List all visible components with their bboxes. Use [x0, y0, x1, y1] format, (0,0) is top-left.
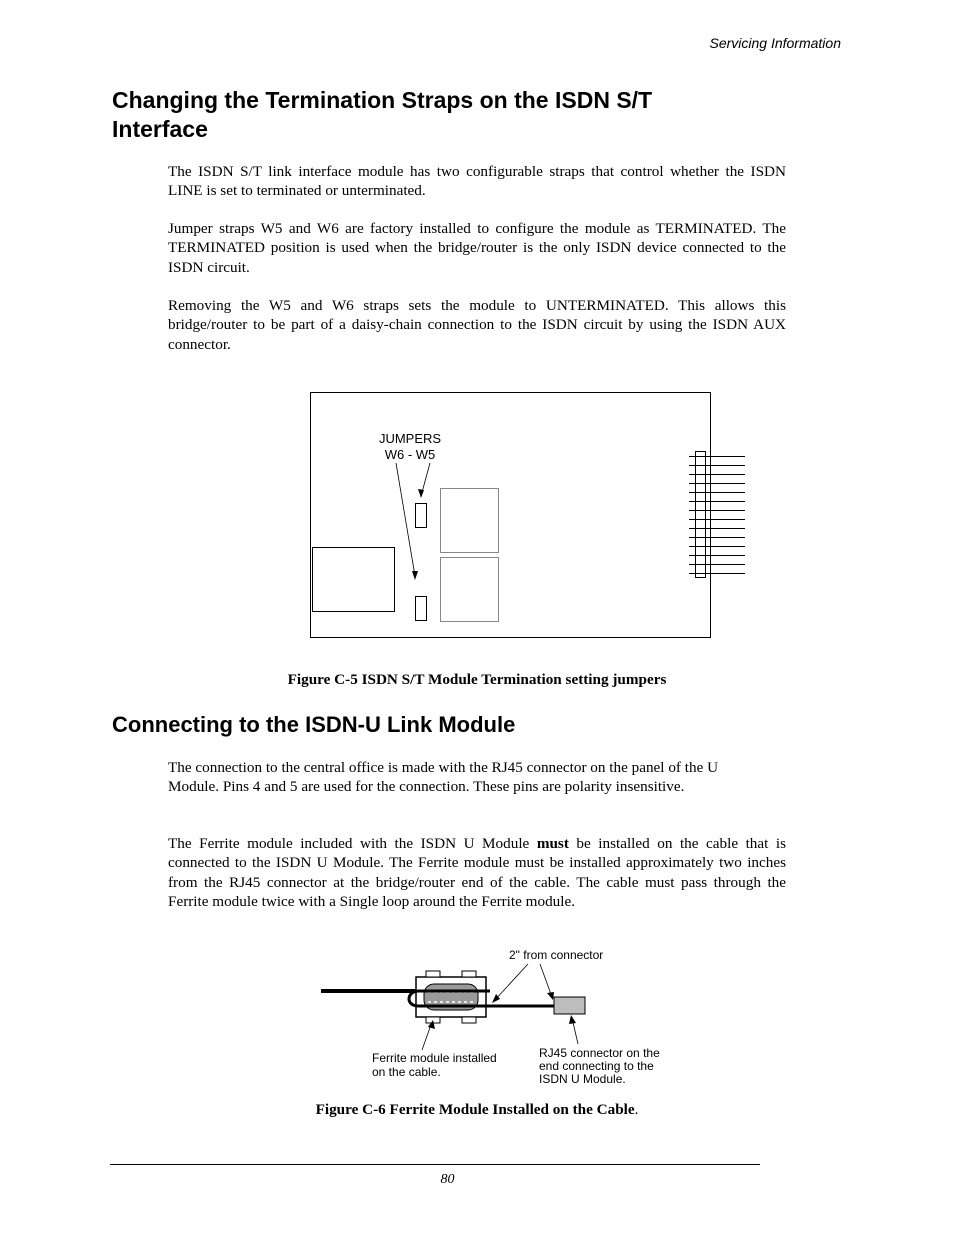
ferrite-module: [416, 971, 486, 1023]
rj45-label-line2: end connecting to the: [539, 1059, 654, 1073]
jumper-label-line1: JUMPERS: [378, 431, 442, 446]
distance-label: 2" from connector: [509, 948, 604, 962]
section-title-termination-straps: Changing the Termination Straps on the ISDN S/T Interface: [112, 87, 653, 142]
figure-caption-c5: Figure C-5 ISDN S/T Module Termination setting jumpers: [287, 671, 667, 688]
figure-caption-c6-text: Figure C-6 Ferrite Module Installed on the Cable: [315, 1101, 635, 1118]
paragraph-unterminated: Removing the W5 and W6 straps sets the module to UNTERMINATED. This allows this bridge/router to be part of a daisy-chain connection to the ISDN circuit by using the ISDN AUX connector.: [168, 297, 786, 353]
rj45-arrowhead: [569, 1015, 576, 1024]
ferrite-label-line2: on the cable.: [372, 1065, 441, 1079]
distance-arrowhead-right: [547, 992, 554, 1000]
ferrite-text-emphasis: must: [536, 835, 569, 852]
figure-caption-c6-period: .: [634, 1101, 639, 1118]
jumper-label-line2: W6 - W5: [384, 447, 436, 462]
distance-pointer-left: [494, 964, 528, 1001]
running-header: Servicing Information: [709, 35, 841, 51]
edge-connector: [689, 452, 745, 578]
footer-rule: [110, 1164, 760, 1165]
rj45-label-line3: ISDN U Module.: [539, 1072, 626, 1086]
ferrite-label-line1: Ferrite module installed: [372, 1051, 497, 1065]
rj45-connector: [554, 997, 585, 1014]
page-number: 80: [440, 1172, 455, 1187]
rj45-label-line1: RJ45 connector on the: [539, 1046, 660, 1060]
figure-caption-c6: [0, 1101, 954, 1119]
figure-isdn-st-module: [305, 388, 755, 643]
section-title-isdn-u: Connecting to the ISDN-U Link Module: [112, 712, 516, 737]
paragraph-central-office: The connection to the central office is made with the RJ45 connector on the panel of the U Module. Pins 4 and 5 are used for the connection. These pins are polarity insensitive.: [168, 759, 719, 796]
distance-pointer-right: [540, 964, 552, 997]
paragraph-terminated: Jumper straps W5 and W6 are factory installed to configure the module as TERMINATED. The TERMINATED position is used when the bridge/router is the only ISDN device connected to the ISDN circuit.: [168, 220, 786, 276]
board-component-block: [313, 548, 395, 612]
jumper-w5: [416, 597, 427, 621]
paragraph-straps-intro: The ISDN S/T link interface module has two configurable straps that control whether the ISDN LINE is set to terminated or unterminated.: [168, 163, 786, 200]
ferrite-text-end: be installed on the cable that is connected to the ISDN U Module. The Ferrite module must be installed approximately two inches from the RJ45 connector at the bridge/router end of the cable. The cable must pass through the Ferrite module twice with a Single loop around the Ferrite module.: [168, 835, 787, 910]
paragraph-ferrite: [168, 834, 786, 911]
figure-ferrite-on-cable: [318, 942, 698, 1092]
ferrite-text-start: The Ferrite module included with the ISDN U Module: [168, 835, 537, 852]
chip-lower: [441, 558, 499, 622]
jumper-w6: [416, 504, 427, 528]
chip-upper: [441, 489, 499, 553]
